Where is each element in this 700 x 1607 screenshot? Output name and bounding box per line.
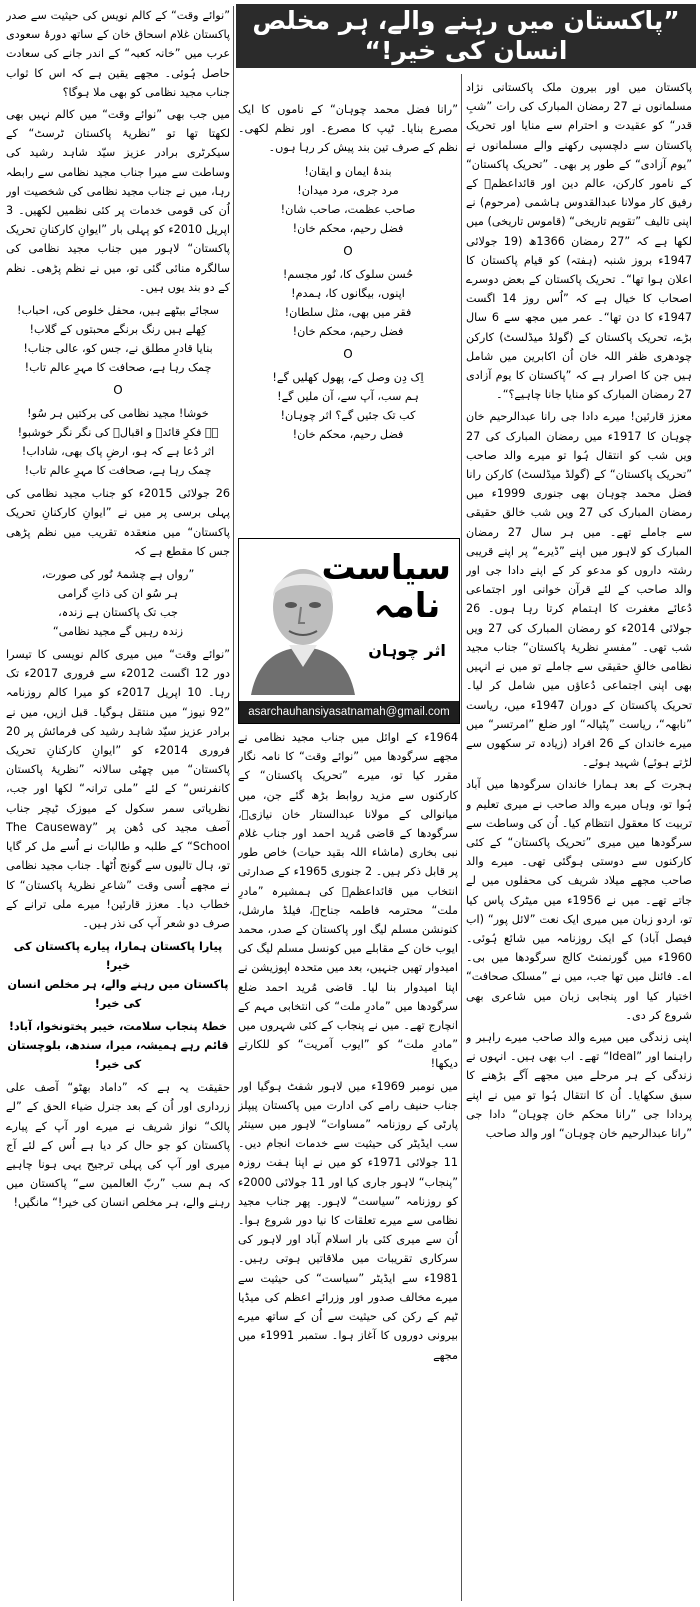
verse-line: مرد جری، مرد میدان! [297, 183, 399, 197]
paragraph: ”رانا فضل محمد چوہان“ کے ناموں کا ایک مصرع بنایا۔ ٹیپ کا مصرع۔ اور نظم لکھی۔ نظم کے صرف تین بند پیش کر رہا ہوں۔ [238, 103, 458, 155]
separator: O [113, 383, 123, 398]
verse-line: فقر میں بھی، مثل سلطان! [284, 305, 412, 319]
poem-stanza [6, 565, 230, 641]
author-name: اثر چوہان [368, 641, 446, 660]
paragraph: ”نوائے وقت“ میں میری کالم نویسی کا تیسرا دور 12 اگست 2012ء سے فروری 2017ء تک رہا۔ 10 اپریل 2017ء کو میرا کالم روزنامہ ”92 نیوز“ میں منتقل ہوگیا۔ قبل ازیں، میں نے برادر عزیز سیّد شاہد رشید کی فرمائش پر 20 فروری 2014ء کو ”ایوانِ کارکنانِ تحریک پاکستان“ میں چھٹی سالانہ ”نظریۂ پاکستان کانفرنس“ کے لئے ”ملی ترانہ“ لکھا اور جب، نظریاتی سمر سکول کے میوزک ٹیچر جناب آصف مجید کی دُھن پر ”The Causeway School“ کے طلبہ و طالبات نے اُسے مل کر گایا تو، ہال تالیوں سے گونج اُٹھا۔ جناب مجید نظامی نے مجھے اُسی وقت ”شاعرِ نظریۂ پاکستان“ کا خطاب دیا۔ معزز قارئین! میرے ملی ترانے کے صرف دو شعر آپ کی نذر ہیں۔ [6, 648, 230, 930]
column-title-line: سیاست [321, 548, 451, 588]
verse-line: سجائے بیٹھے ہیں، محفل خلوص کی، احباب! [16, 304, 219, 318]
poem-stanza [238, 368, 458, 444]
verse-line: قائم رہے ہمیشہ، میرا، سندھ، بلوچستان کی خیر! [7, 1039, 229, 1072]
separator: O [343, 243, 353, 258]
paragraph: پاکستان میں اور بیرون ملک پاکستانی نژاد مسلمانوں نے 27 رمضان المبارک کی رات ”شبِ قدر“ کو عقیدت و احترام سے منایا اور تحریک پاکستان سے دلچسپی رکھنے والے مسلمانوں نے ”یوم آزادی“ کے طور پر بھی۔ ”تحریک پاکستان“ کے نامور کارکن، عالم دین اور قائداعظمؒ کے رفیق کار مولانا عبدالقدوس ہاشمی (مرحوم) نے اپنی تالیف ”تقویم تاریخی“ (قاموس تاریخی) میں لکھا ہے کہ ”27 رمضان 1366ھ (19 جولائی 1947ء بروز شنبہ (ہفتہ) کو قیام پاکستان کا اعلان ہوا تھا“۔ تحریک پاکستان کے بعض دوسرے اصحاب کا خیال ہے کہ ”اُس روز 14 اگست 1947ء کا دن تھا“۔ عمر میں مجھ سے 6 سال بڑے، تحریک پاکستان کے (گولڈ میڈلسٹ) کارکن چودھری ظفر اللہ خان اُن اکابرین میں شامل ہیں جن کا اصرار ہے کہ ”پاکستان کا یوم آزادی 27 رمضان المبارک کو منایا جانا چاہیے؟“۔ [466, 81, 692, 402]
verse-line: چمک رہا ہے، صحافت کا مہرِ عالم تاب! [24, 361, 212, 375]
headline: ”پاکستان میں رہنے والے، ہر مخلص انسان کی خیر!“ [236, 4, 696, 68]
column-logo-box [238, 538, 460, 724]
poem-stanza [6, 404, 230, 480]
anthem-verse [6, 937, 230, 1013]
verse-line: بندۂ ایمان و ایقان! [304, 164, 392, 178]
verse-line: فضل رحیم، محکم خان! [292, 428, 404, 442]
verse-line: حُسن سلوک کا، نُور مجسم! [282, 267, 414, 281]
verse-line: جب تک پاکستان ہے زندہ، [58, 606, 178, 620]
verse-line: کب تک جئیں گے؟ اثر چوہان! [280, 409, 416, 423]
middle-column-top [238, 100, 458, 530]
verse-line: ہم سب، آپ سے، آن ملیں گے! [277, 390, 419, 404]
column-divider [233, 6, 234, 1601]
paragraph: معزز قارئین! میرے دادا جی رانا عبدالرحیم خان چوہان کا 1917ء میں رمضان المبارک کی 27 ویں شب کو انتقال ہُوا تو میرے والد صاحب ”تحریک پاکستان“ کے (گولڈ میڈلسٹ) کارکن رانا فضل محمد چوہان بھی جنوری 1999ء میں رمضان المبارک کی 27 ویں شب خالق حقیقی سے جاملے تھے۔ میں ہر سال 27 رمضان المبارک کو لاہور میں اپنے ”ڈیرے“ پر اپنے قریبی رشتہ داروں کو مدعو کر کے اپنے دادا جی اور والد صاحب کے لئے قرآن خوانی اور اجتماعی دُعائے مغفرت کا اہتمام کرتا رہا ہوں۔ 26 جولائی 2014ء کو رمضان المبارک کی 27 ویں شب تھی۔ ”مفسرِ نظریۂ پاکستان“ جناب مجید نظامی خالقِ حقیقی سے جاملے تو میں نے انہیں بھی اپنی اجتماعی دُعاؤں میں شامل کر لیا۔ تحریک پاکستان کے دوران 1947ء میں، ریاست ”نابھہ“، ریاست ”پٹیالہ“ اور ضلع ”امرتسر“ میں میرے خاندان کے 26 افراد (زیادہ تر سکھوں سے لڑتے ہوئے) شہید ہوئے۔ [466, 410, 692, 770]
verse-line: خطۂ پنجاب سلامت، خیبر پختونخوا، آباد! [8, 1020, 228, 1034]
paragraph: اپنی زندگی میں میرے والد صاحب میرے راہبر و راہنما اور ”Ideal“ تھے۔ اب بھی ہیں۔ انہوں نے زندگی کے ہر مرحلے میں مجھے آگے بڑھنے کا سبق سکھایا۔ اُن کا انتقال ہُوا تو میں نے اپنے پردادا جی ”رانا محکم خان چوہان“ دادا جی ”رانا عبدالرحیم خان چوہان“ اور والد صاحب [466, 1030, 692, 1140]
verse-line: پاکستان میں رہنے والے، ہر مخلص انسان کی خیر! [7, 978, 229, 1011]
verse-line: چمک رہا ہے، صحافت کا مہرِ عالم تاب! [24, 464, 212, 478]
verse-line: ہر سُو ان کی ذاتِ گرامی [57, 587, 179, 601]
paragraph: میں نومبر 1969ء میں لاہور شفٹ ہوگیا اور جناب حنیف رامے کی ادارت میں پاکستان پیپلز پارٹی کے روزنامہ ”مساوات“ لاہور میں سینئر سب ایڈیٹر کی حیثیت سے خدمات انجام دیں۔ 11 جولائی 1971ء کو میں نے اپنا ہفت روزہ ”پنجاب“ لاہور جاری کیا اور 11 جولائی 2000ء کو روزنامہ ”سیاست“ لاہور۔ پھر جناب مجید نظامی سے میرے تعلقات کا نیا دور شروع ہوا۔ اُن سے میری کئی بار اسلام آباد اور لاہور کی سرکاری تقریبات میں ملاقاتیں ہوتی رہیں۔ 1981ء سے ایڈیٹر ”سیاست“ کی حیثیت سے میرے مخالف صدور اور وزرائے اعظم کی میڈیا ٹیم کے رکن کی حیثیت سے اُن کے ساتھ میرے بیرونی دوروں کا آغاز ہوا۔ ستمبر 1991ء میں مجھے [238, 1079, 458, 1362]
paragraph: ”نوائے وقت“ کے کالم نویس کی حیثیت سے صدر پاکستان غلام اسحاق خان کے ساتھ دورۂ سعودی عرب میں ”خانہ کعبہ“ کے اندر جانے کی سعادت حاصل ہُوئی۔ مجھے یقین ہے کہ اس کا ثواب جناب مجید نظامی کو بھی ملا ہوگا؟ [6, 9, 230, 99]
column-title-line: نامہ [373, 586, 441, 626]
verse-line: اپنوں، بیگانوں کا، ہمدم! [291, 286, 405, 300]
verse-line: خوشا! مجید نظامی کی برکتیں ہر سُو! [27, 407, 209, 421]
verse-line: کِھلے ہیں رنگ برنگے محبتوں کے گلاب! [29, 323, 207, 337]
column-title [321, 548, 451, 660]
separator: O [343, 346, 353, 361]
poem-stanza [6, 301, 230, 377]
verse-line: اِک دِن وصل کے، پھول کھلیں گے! [272, 371, 424, 385]
verse-line: صاحب عظمت، صاحب شان! [280, 202, 416, 216]
verse-line: ”رواں ہے چشمۂ نُور کی صورت، [41, 568, 195, 582]
poem-stanza [238, 265, 458, 341]
paragraph: ہجرت کے بعد ہمارا خاندان سرگودھا میں آباد ہُوا تو، وہاں میرے والد صاحب نے میری تعلیم و تربیت کا معقول انتظام کیا۔ اُن کی وساطت سے سرگودھا میں میری ”تحریک پاکستان“ کے کئی کارکنوں سے دوستی ہوگئی تھی۔ میرے والد صاحب مجھے میلاد شریف کی محفلوں میں لے جاتے تھے۔ میں نے 1956ء میں میٹرک پاس کیا تو، اردو زبان میں میری ایک نعت ”لائل پور“ (اب فیصل آباد) کے ایک روزنامہ میں شائع ہُوئی۔ 1960ء میں گورنمنٹ کالج سرگودھا میں بی۔ اے۔ فائنل میں تھا جب، میں نے ”مسلک صحافت“ اختیار کیا اور پنجابی زبان میں شاعری بھی شروع کر دی۔ [466, 778, 692, 1022]
verse-line: بنایا قادرِ مطلق نے، جس کو، عالی جناب! [23, 342, 213, 356]
column-divider [461, 74, 462, 1601]
verse-line: پیارا پاکستان ہمارا، پیارے پاکستان کی خیر! [13, 940, 223, 973]
paragraph: میں جب بھی ”نوائے وقت“ میں کالم نہیں بھی لکھتا تھا تو ”نظریۂ پاکستان ٹرسٹ“ کے سیکرٹری برادر عزیز سیّد شاہد رشید کی وساطت سے میرا جناب مجید نظامی سے رابطہ رہا، میں نے جناب مجید نظامی کی شخصیت اور اُن کی قومی خدمات پر کئی نظمیں لکھیں۔ 3 اپریل 2010ء کو پہلی بار ”ایوانِ کارکنانِ تحریک پاکستان“ لاہور میں جناب مجید نظامی کی سالگرہ منائی گئی تو، میں نے نظم پڑھی۔ نظم کے دو بند یوں ہیں۔ [6, 108, 230, 294]
verse-line: اثر دُعا ہے کہ ہو، ارضِ پاک بھی، شاداب! [21, 445, 215, 459]
paragraph: 26 جولائی 2015ء کو جناب مجید نظامی کی پہلی برسی پر میں نے ”ایوانِ کارکنانِ تحریک پاکستان“ میں منعقدہ تقریب میں نظم پڑھی جس کا مقطع ہے کہ [6, 487, 230, 558]
paragraph: حقیقت یہ ہے کہ ”داماد بھٹو“ آصف علی زرداری اور اُن کے بعد جنرل ضیاء الحق کے ”لے پالک“ نواز شریف نے میرے اور آپ کے پیارے پاکستان کو جو حال کر دیا ہے اُس کے لئے آج میری اور آپ کی پہلی ترجیح یہی ہونا چاہیے کہ ہم سب ”ربّ العالمین سے“ پاکستان میں رہنے والے، ہر مخلص انسان کی خیر!“ مانگیں! [6, 1081, 230, 1210]
verse-line: ہے فکرِ قائدؒ و اقبالؒ کی نگر نگر خوشبو! [17, 426, 219, 440]
verse-line: فضل رحیم، محکم خان! [292, 324, 404, 338]
paragraph: 1964ء کے اوائل میں جناب مجید نظامی نے مجھے سرگودھا میں ”نوائے وقت“ کا نامہ نگار مقرر کیا تو، میرے ”تحریک پاکستان“ کے کارکنوں سے مزید روابط بڑھ گئے جن، میں میانوالی کے مولانا عبدالستار خان نیازیؒ، سرگودھا کے قاضی مُرید احمد اور جناب غلام نبی بخاری (ماشاء اللہ بقید حیات) خاص طور پر قابل ذکر ہیں۔ 2 جنوری 1965ء کے صدارتی انتخاب میں قائداعظمؒ کی ہمشیرہ ”مادرِ ملت“ محترمہ فاطمہ جناحؒ، فیلڈ مارشل، کنونشن مسلم لیگ اور پاکستان کے صدر، محمد ایوب خان کے مقابلے میں کونسل مسلم لیگ کی امیدوار تھیں جنہیں، بعد میں متحدہ اپوزیشن نے اپنا امیدوار بنا لیا۔ قاضی مُرید احمد ضلع سرگودھا میں ”مادرِ ملت“ کی انتخابی مہم کے انچارج تھے۔ میں نے پنجاب کے کئی شہروں میں ”مادرِ ملت“ کو ”ایوب آمریت“ کو للکارتے دیکھا! [238, 731, 458, 1071]
middle-column-bottom [238, 728, 458, 1601]
author-email: asarchauhansiyasatnamah@gmail.com [239, 701, 459, 723]
left-column [6, 6, 230, 1601]
right-column [466, 78, 692, 1601]
verse-line: فضل رحیم، محکم خان! [292, 221, 404, 235]
anthem-verse [6, 1017, 230, 1074]
verse-line: زندہ رہیں گے مجید نظامی“ [52, 625, 184, 639]
poem-stanza [238, 162, 458, 238]
